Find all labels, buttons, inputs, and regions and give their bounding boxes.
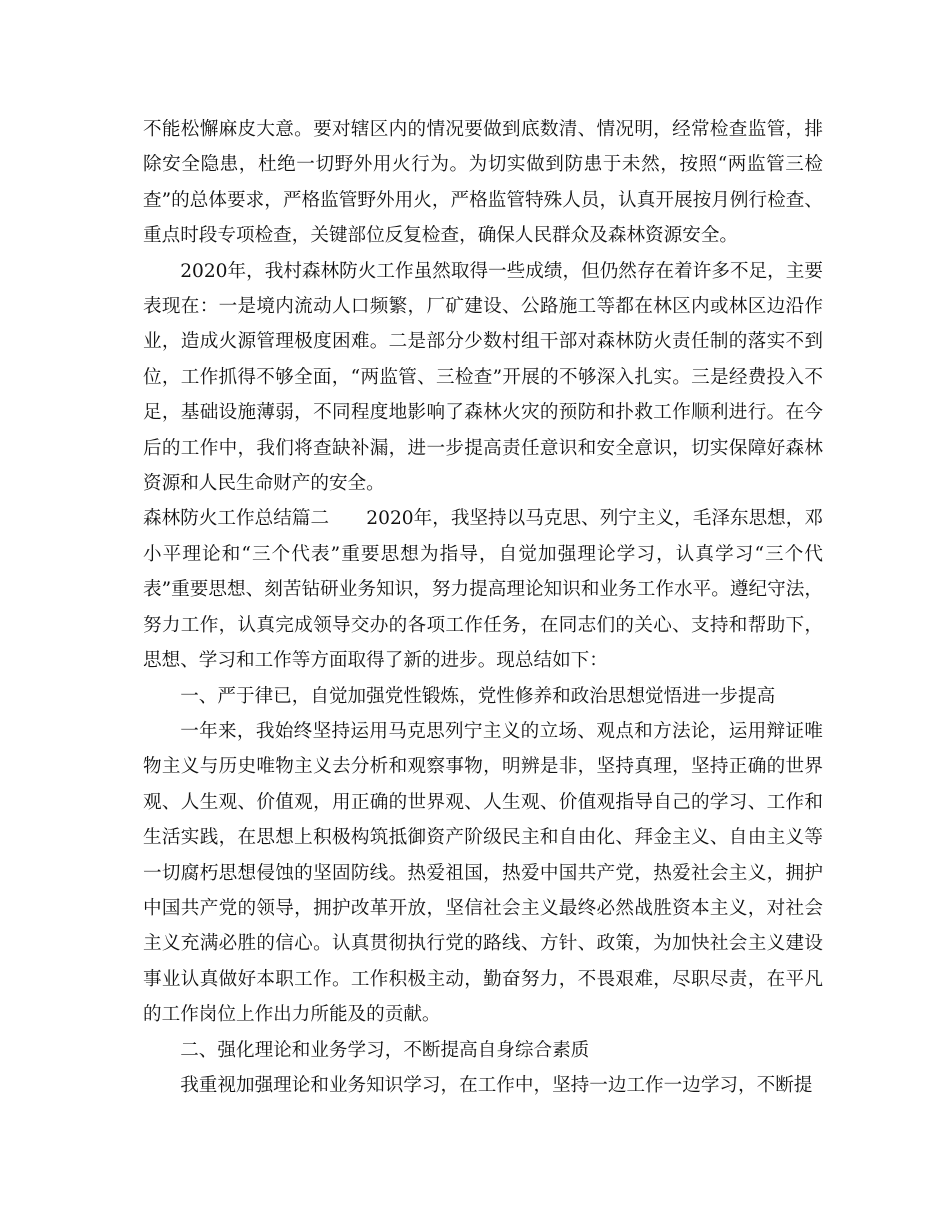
- section-heading-2: 二、强化理论和业务学习，不断提高自身综合素质: [180, 1039, 590, 1061]
- document-body: [143, 112, 823, 1103]
- paragraph-4: 一年来，我始终坚持运用马克思列宁主义的立场、观点和方法论，运用辩证唯物主义与历史唯物主义去分析和观察事物，明辨是非，坚持真理，坚持正确的世界观、人生观、价值观，用正确的世界观、人生观、价值观指导自己的学习、工作和生活实践，在思想上积极构筑抵御资产阶级民主和自由化、拜金主义、自由主义等一切腐朽思想侵蚀的坚固防线。热爱祖国，热爱中国共产党，热爱社会主义，拥护中国共产党的领导，拥护改革开放，坚信社会主义最终必然战胜资本主义，对社会主义充满必胜的信心。认真贯彻执行党的路线、方针、政策，为加快社会主义建设事业认真做好本职工作。工作积极主动，勤奋努力，不畏艰难，尽职尽责，在平凡的工作岗位上作出力所能及的贡献。: [143, 720, 823, 1026]
- paragraph-1: 不能松懈麻皮大意。要对辖区内的情况要做到底数清、情况明，经常检查监管，排除安全隐患，杜绝一切野外用火行为。为切实做到防患于未然，按照“两监管三检查”的总体要求，严格监管野外用火，严格监管特殊人员，认真开展按月例行检查、重点时段专项检查，关键部位反复检查，确保人民群众及森林资源安全。: [143, 119, 823, 247]
- paragraph-3: 森林防火工作总结篇二 2020年，我坚持以马克思、列宁主义，毛泽东思想，邓小平理论和“三个代表”重要思想为指导，自觉加强理论学习，认真学习“三个代表”重要思想、刻苦钻研业务知识，努力提高理论知识和业务工作水平。遵纪守法，努力工作，认真完成领导交办的各项工作任务，在同志们的关心、支持和帮助下，思想、学习和工作等方面取得了新的进步。现总结如下：: [143, 508, 823, 672]
- paragraph-2: 2020年，我村森林防火工作虽然取得一些成绩，但仍然存在着许多不足，主要表现在：一是境内流动人口频繁，厂矿建设、公路施工等都在林区内或林区边沿作业，造成火源管理极度困难。二是部分少数村组干部对森林防火责任制的落实不到位，工作抓得不够全面，“两监管、三检查”开展的不够深入扎实。三是经费投入不足，基础设施薄弱，不同程度地影响了森林火灾的预防和扑救工作顺利进行。在今后的工作中，我们将查缺补漏，进一步提高责任意识和安全意识，切实保障好森林资源和人民生命财产的安全。: [143, 260, 823, 495]
- paragraph-5: 我重视加强理论和业务知识学习，在工作中，坚持一边工作一边学习，不断提: [180, 1074, 813, 1096]
- section-heading-1: 一、严于律已，自觉加强党性锻炼，党性修养和政治思想觉悟进一步提高: [180, 685, 776, 707]
